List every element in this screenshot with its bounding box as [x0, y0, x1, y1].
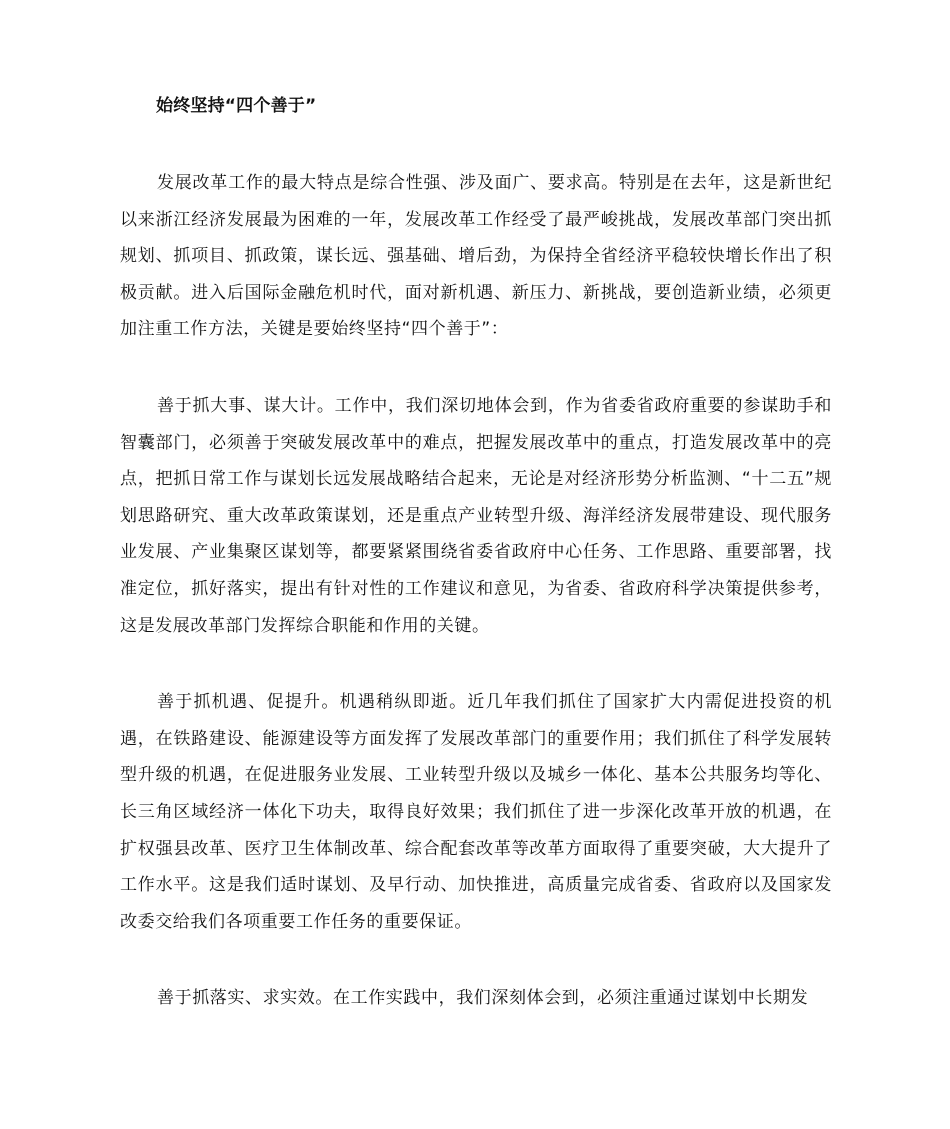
paragraph-implementation: 善于抓落实、求实效。在工作实践中，我们深刻体会到，必须注重通过谋划中长期发: [157, 988, 809, 1009]
document-page: [120, 91, 832, 1057]
paragraph-grasp-major-matters: 善于抓大事、谋大计。工作中，我们深切地体会到，作为省委省政府重要的参谋助手和智囊部门，必须善于突破发展改革中的难点，把握发展改革中的重点，打造发展改革中的亮点，把抓日常工作与谋划长远发展战略结合起来，无论是对经济形势分析监测、“十二五”规划思路研究、重大改革政策谋划，还是重点产业转型升级、海洋经济发展带建设、现代服务业发展、产业集聚区谋划等，都要紧紧围绕省委省政府中心任务、工作思路、重要部署，找准定位，抓好落实，提出有针对性的工作建议和意见，为省委、省政府科学决策提供参考，这是发展改革部门发挥综合职能和作用的关键。: [120, 395, 832, 636]
paragraph-intro: 发展改革工作的最大特点是综合性强、涉及面广、要求高。特别是在去年，这是新世纪以来浙江经济发展最为困难的一年，发展改革工作经受了最严峻挑战，发展改革部门突出抓规划、抓项目、抓政策，谋长远、强基础、增后劲，为保持全省经济平稳较快增长作出了积极贡献。进入后国际金融危机时代，面对新机遇、新压力、新挑战，要创造新业绩，必须更加注重工作方法，关键是要始终坚持“四个善于”：: [120, 173, 832, 340]
paragraph-seize-opportunities: 善于抓机遇、促提升。机遇稍纵即逝。近几年我们抓住了国家扩大内需促进投资的机遇，在铁路建设、能源建设等方面发挥了发展改革部门的重要作用；我们抓住了科学发展转型升级的机遇，在促进服务业发展、工业转型升级以及城乡一体化、基本公共服务均等化、长三角区域经济一体化下功夫，取得良好效果；我们抓住了进一步深化改革开放的机遇，在扩权强县改革、医疗卫生体制改革、综合配套改革等改革方面取得了重要突破，大大提升了工作水平。这是我们适时谋划、及早行动、加快推进，高质量完成省委、省政府以及国家发改委交给我们各项重要工作任务的重要保证。: [120, 692, 832, 932]
document-title: 始终坚持“四个善于”: [156, 96, 317, 116]
